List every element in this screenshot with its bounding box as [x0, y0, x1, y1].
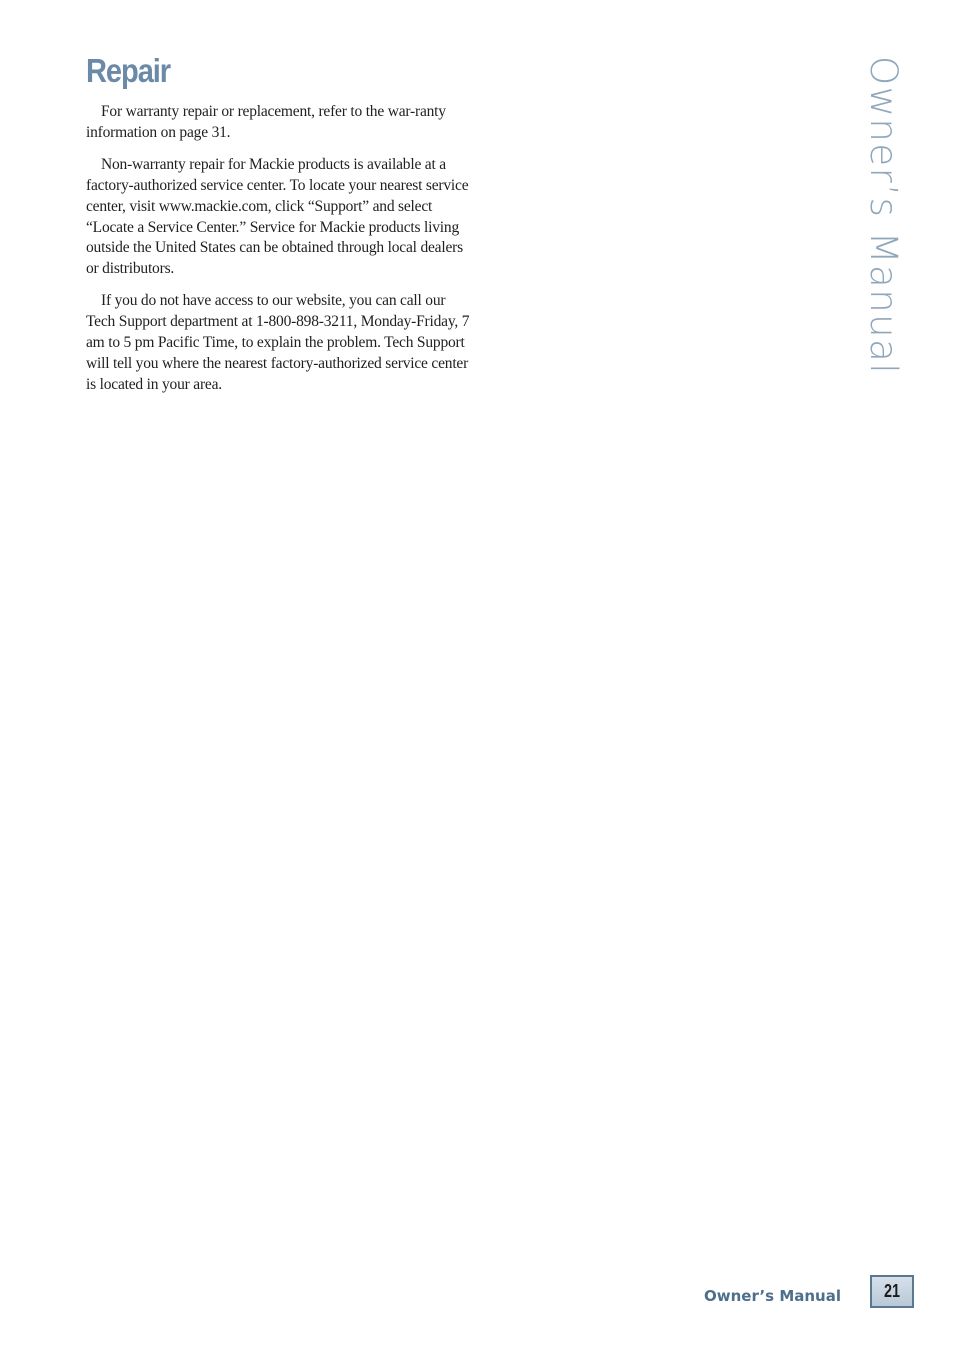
paragraph-warranty: For warranty repair or replacement, refer to the war-ranty information on page 31. [86, 103, 446, 141]
page-number-badge [870, 1275, 914, 1308]
vertical-side-title: Owner’s Manual [862, 56, 905, 376]
page-title: Repair [86, 52, 171, 89]
page-number: 21 [883, 1281, 901, 1301]
paragraph-non-warranty: Non-warranty repair for Mackie products is available at a factory-authorized service center. To locate your nearest service center, visit www.mackie.com, click “Support” and select “Locate a Service Center.” Service for Mackie products living outside the United States can be obtained through local dealers or distributors. [86, 155, 469, 278]
paragraph-tech-support: If you do not have access to our website, you can call our Tech Support department at 1-800-898-3211, Monday-Friday, 7 am to 5 pm Pacific Time, to explain the problem. Tech Support will tell you where the nearest factory-authorized service center is located in your area. [86, 292, 470, 393]
footer-manual-label: Owner’s Manual [703, 1287, 841, 1305]
body-text-column [86, 102, 470, 407]
